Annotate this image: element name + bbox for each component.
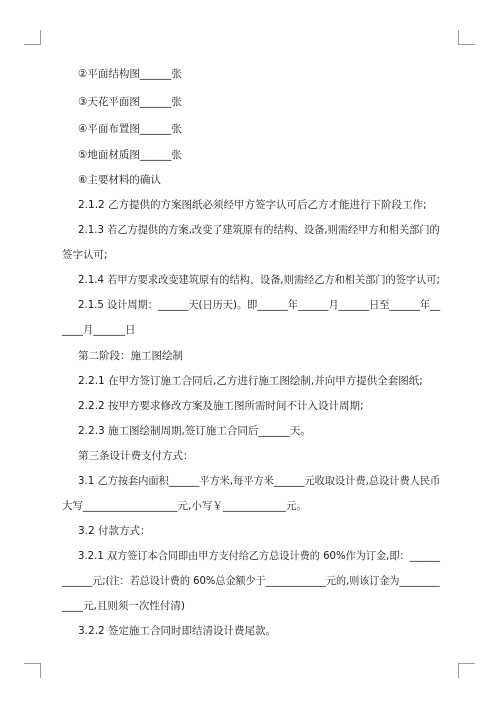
clause-2-2-2: 2.2.2 按甲方要求修改方案及施工图所需时间不计入设计周期; (78, 400, 364, 412)
crop-mark-bottom-right (458, 663, 475, 678)
clause-2-1-3-cont: 签字认可; (62, 249, 108, 261)
clause-2-1-2: 2.1.2 乙方提供的方案图纸必须经甲方签字认可后乙方才能进行下阶段工作; (78, 199, 427, 211)
clause-2-1-4: 2.1.4 若甲方要求改变建筑原有的结构、设备,则需经乙方和相关部门的签字认可; (78, 274, 440, 286)
item-floor-layout: ④平面布置图______张 (78, 123, 182, 135)
article-three-heading: 第三条设计费支付方式： (78, 450, 194, 462)
clause-2-1-5: 2.1.5 设计周期：______天(日历天)。即______年______月______日至______年__ (78, 299, 441, 311)
clause-3-2-2: 3.2.2 签定施工合同时即结清设计费尾款。 (78, 625, 277, 637)
clause-2-2-1: 2.2.1 在甲方签订施工合同后,乙方进行施工图绘制,并向甲方提供全套图纸; (78, 375, 423, 387)
crop-mark-bottom-left (24, 663, 41, 678)
crop-mark-top-left (24, 30, 41, 45)
clause-3-2-1: 3.2.1 双方签订本合同即由甲方支付给乙方总设计费的 60%作为订金,即：______ (78, 550, 441, 562)
clause-3-1: 3.1 乙方按套内面积______平方米,每平方米______元收取设计费,总设计费人民币 (78, 475, 441, 487)
item-ceiling-plan: ③天花平面图______张 (78, 96, 182, 108)
stage-two-heading: 第二阶段：施工图绘制 (78, 350, 183, 362)
clause-3-2: 3.2 付款方式： (78, 525, 151, 537)
clause-3-1-cont: 大写__________________元,小写￥____________元。 (62, 500, 307, 512)
item-plane-structure-drawing: ②平面结构图______张 (78, 68, 182, 80)
clause-3-2-1-cont-2: ____元,且则须一次性付清) (62, 600, 185, 612)
clause-3-2-1-cont: ______元;(注：若总设计费的 60%总金额少于____________元的,则该订金为________ (62, 575, 440, 587)
clause-2-1-5-cont: ____月______日 (62, 324, 136, 336)
clause-2-2-3: 2.2.3 施工图绘制周期,签订施工合同后______天。 (78, 425, 311, 437)
item-main-material-confirm: ⑥主要材料的确认 (78, 174, 161, 186)
clause-2-1-3: 2.1.3 若乙方提供的方案,改变了建筑原有的结构、设备,则需经甲方和相关部门的 (78, 224, 440, 236)
item-floor-material: ⑤地面材质图______张 (78, 149, 182, 161)
crop-mark-top-right (458, 30, 475, 45)
